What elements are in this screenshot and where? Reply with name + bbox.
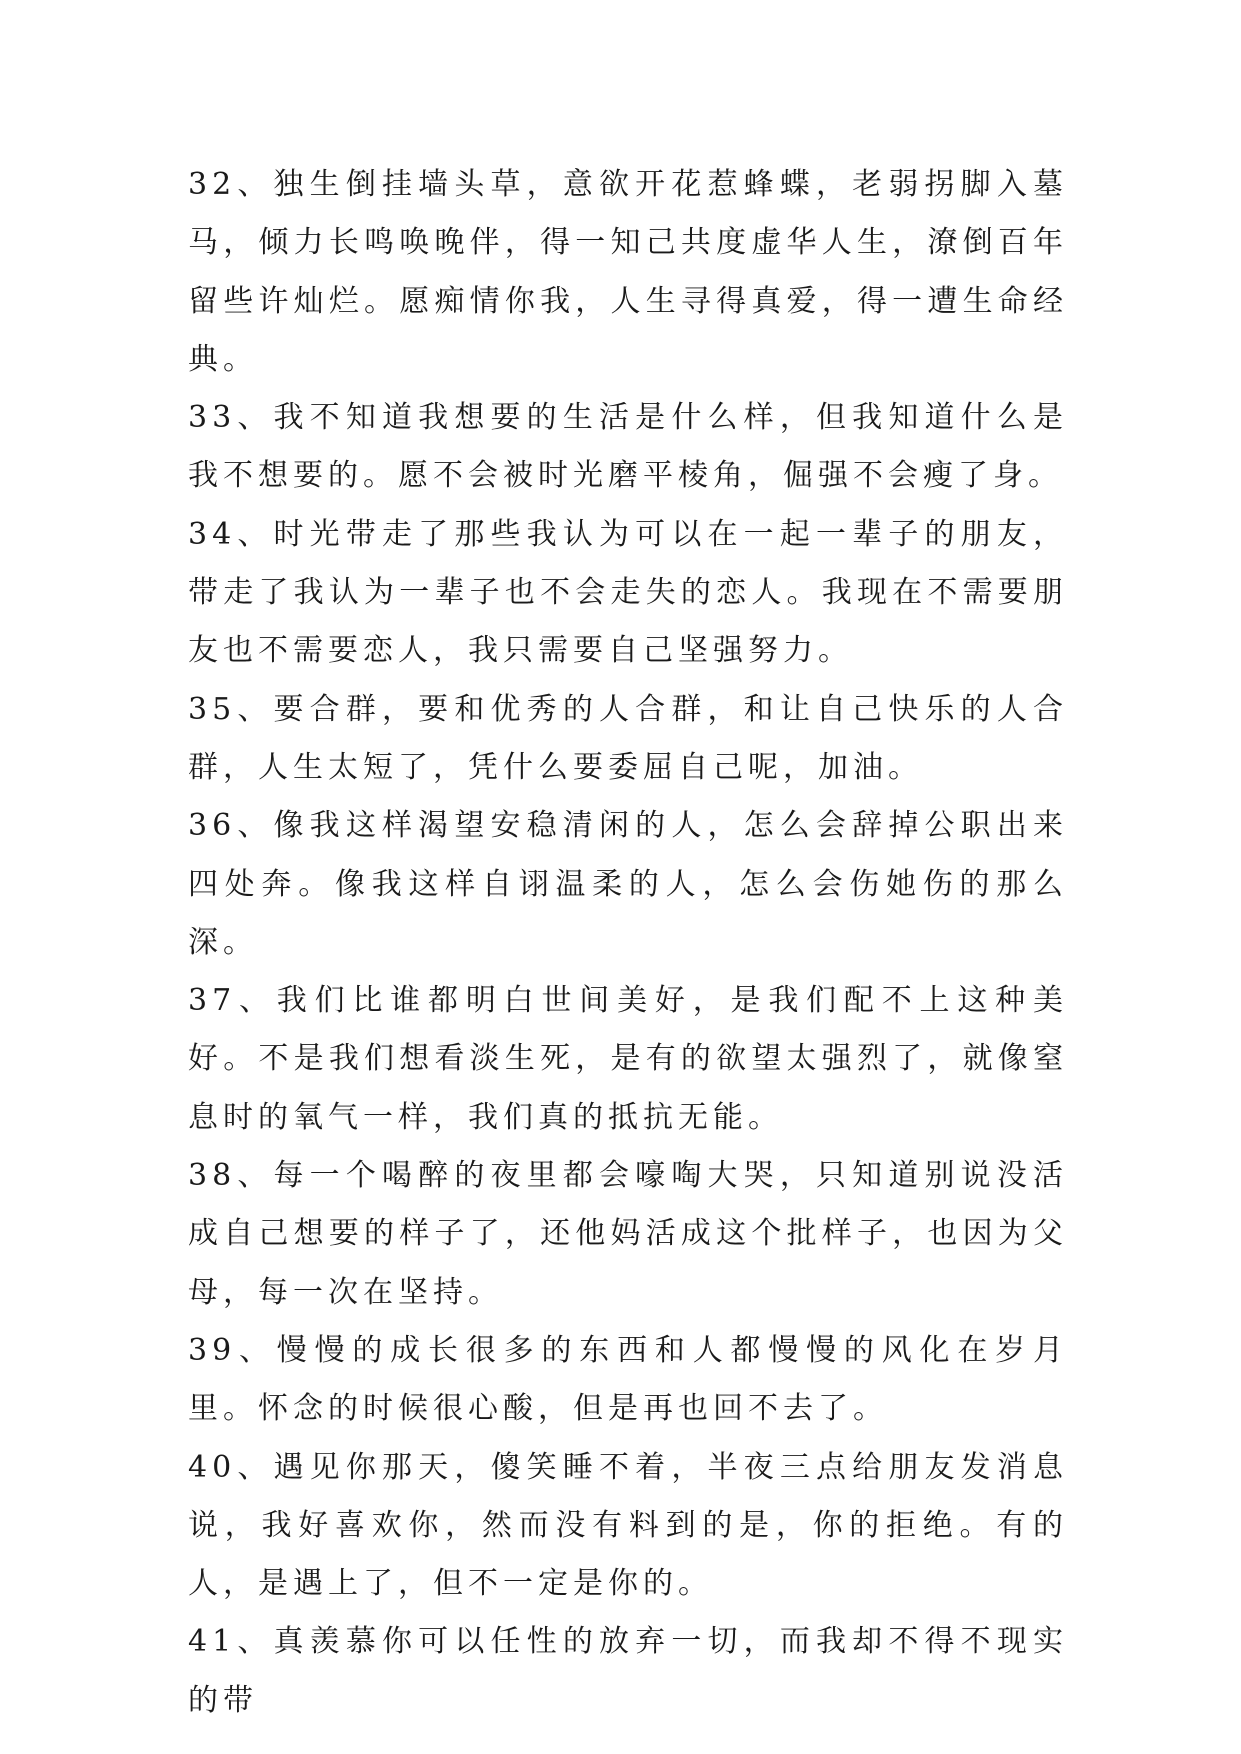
paragraph-39: 39、慢慢的成长很多的东西和人都慢慢的风化在岁月里。怀念的时候很心酸，但是再也回不去了。 [188, 1332, 1068, 1427]
paragraph-40: 40、遇见你那天，傻笑睡不着，半夜三点给朋友发消息说，我好喜欢你，然而没有料到的是，你的拒绝。有的人，是遇上了，但不一定是你的。 [188, 1449, 1068, 1602]
paragraph-38: 38、每一个喝醉的夜里都会嚎啕大哭，只知道别说没活成自己想要的样子了，还他妈活成这个批样子，也因为父母，每一次在坚持。 [188, 1158, 1068, 1310]
paragraph-41: 41、真羡慕你可以任性的放弃一切，而我却不得不现实的带 [188, 1624, 1068, 1718]
paragraph-37: 37、我们比谁都明白世间美好，是我们配不上这种美好。不是我们想看淡生死，是有的欲望太强烈了，就像窒息时的氧气一样，我们真的抵抗无能。 [188, 983, 1068, 1135]
paragraph-32: 32、独生倒挂墙头草，意欲开花惹蜂蝶，老弱拐脚入墓马，倾力长鸣唤晚伴，得一知己共度虚华人生，潦倒百年留些许灿烂。愿痴情你我，人生寻得真爱，得一遭生命经典。 [188, 167, 1068, 377]
paragraph-35: 35、要合群，要和优秀的人合群，和让自己快乐的人合群，人生太短了，凭什么要委屈自己呢，加油。 [188, 691, 1068, 785]
paragraph-33: 33、我不知道我想要的生活是什么样，但我知道什么是我不想要的。愿不会被时光磨平棱角，倔强不会瘦了身。 [188, 400, 1068, 494]
document-body [188, 156, 1068, 1730]
paragraph-36: 36、像我这样渴望安稳清闲的人，怎么会辞掉公职出来四处奔。像我这样自诩温柔的人，怎么会伤她伤的那么深。 [188, 808, 1068, 960]
paragraph-34: 34、时光带走了那些我认为可以在一起一辈子的朋友，带走了我认为一辈子也不会走失的恋人。我现在不需要朋友也不需要恋人，我只需要自己坚强努力。 [188, 516, 1068, 669]
